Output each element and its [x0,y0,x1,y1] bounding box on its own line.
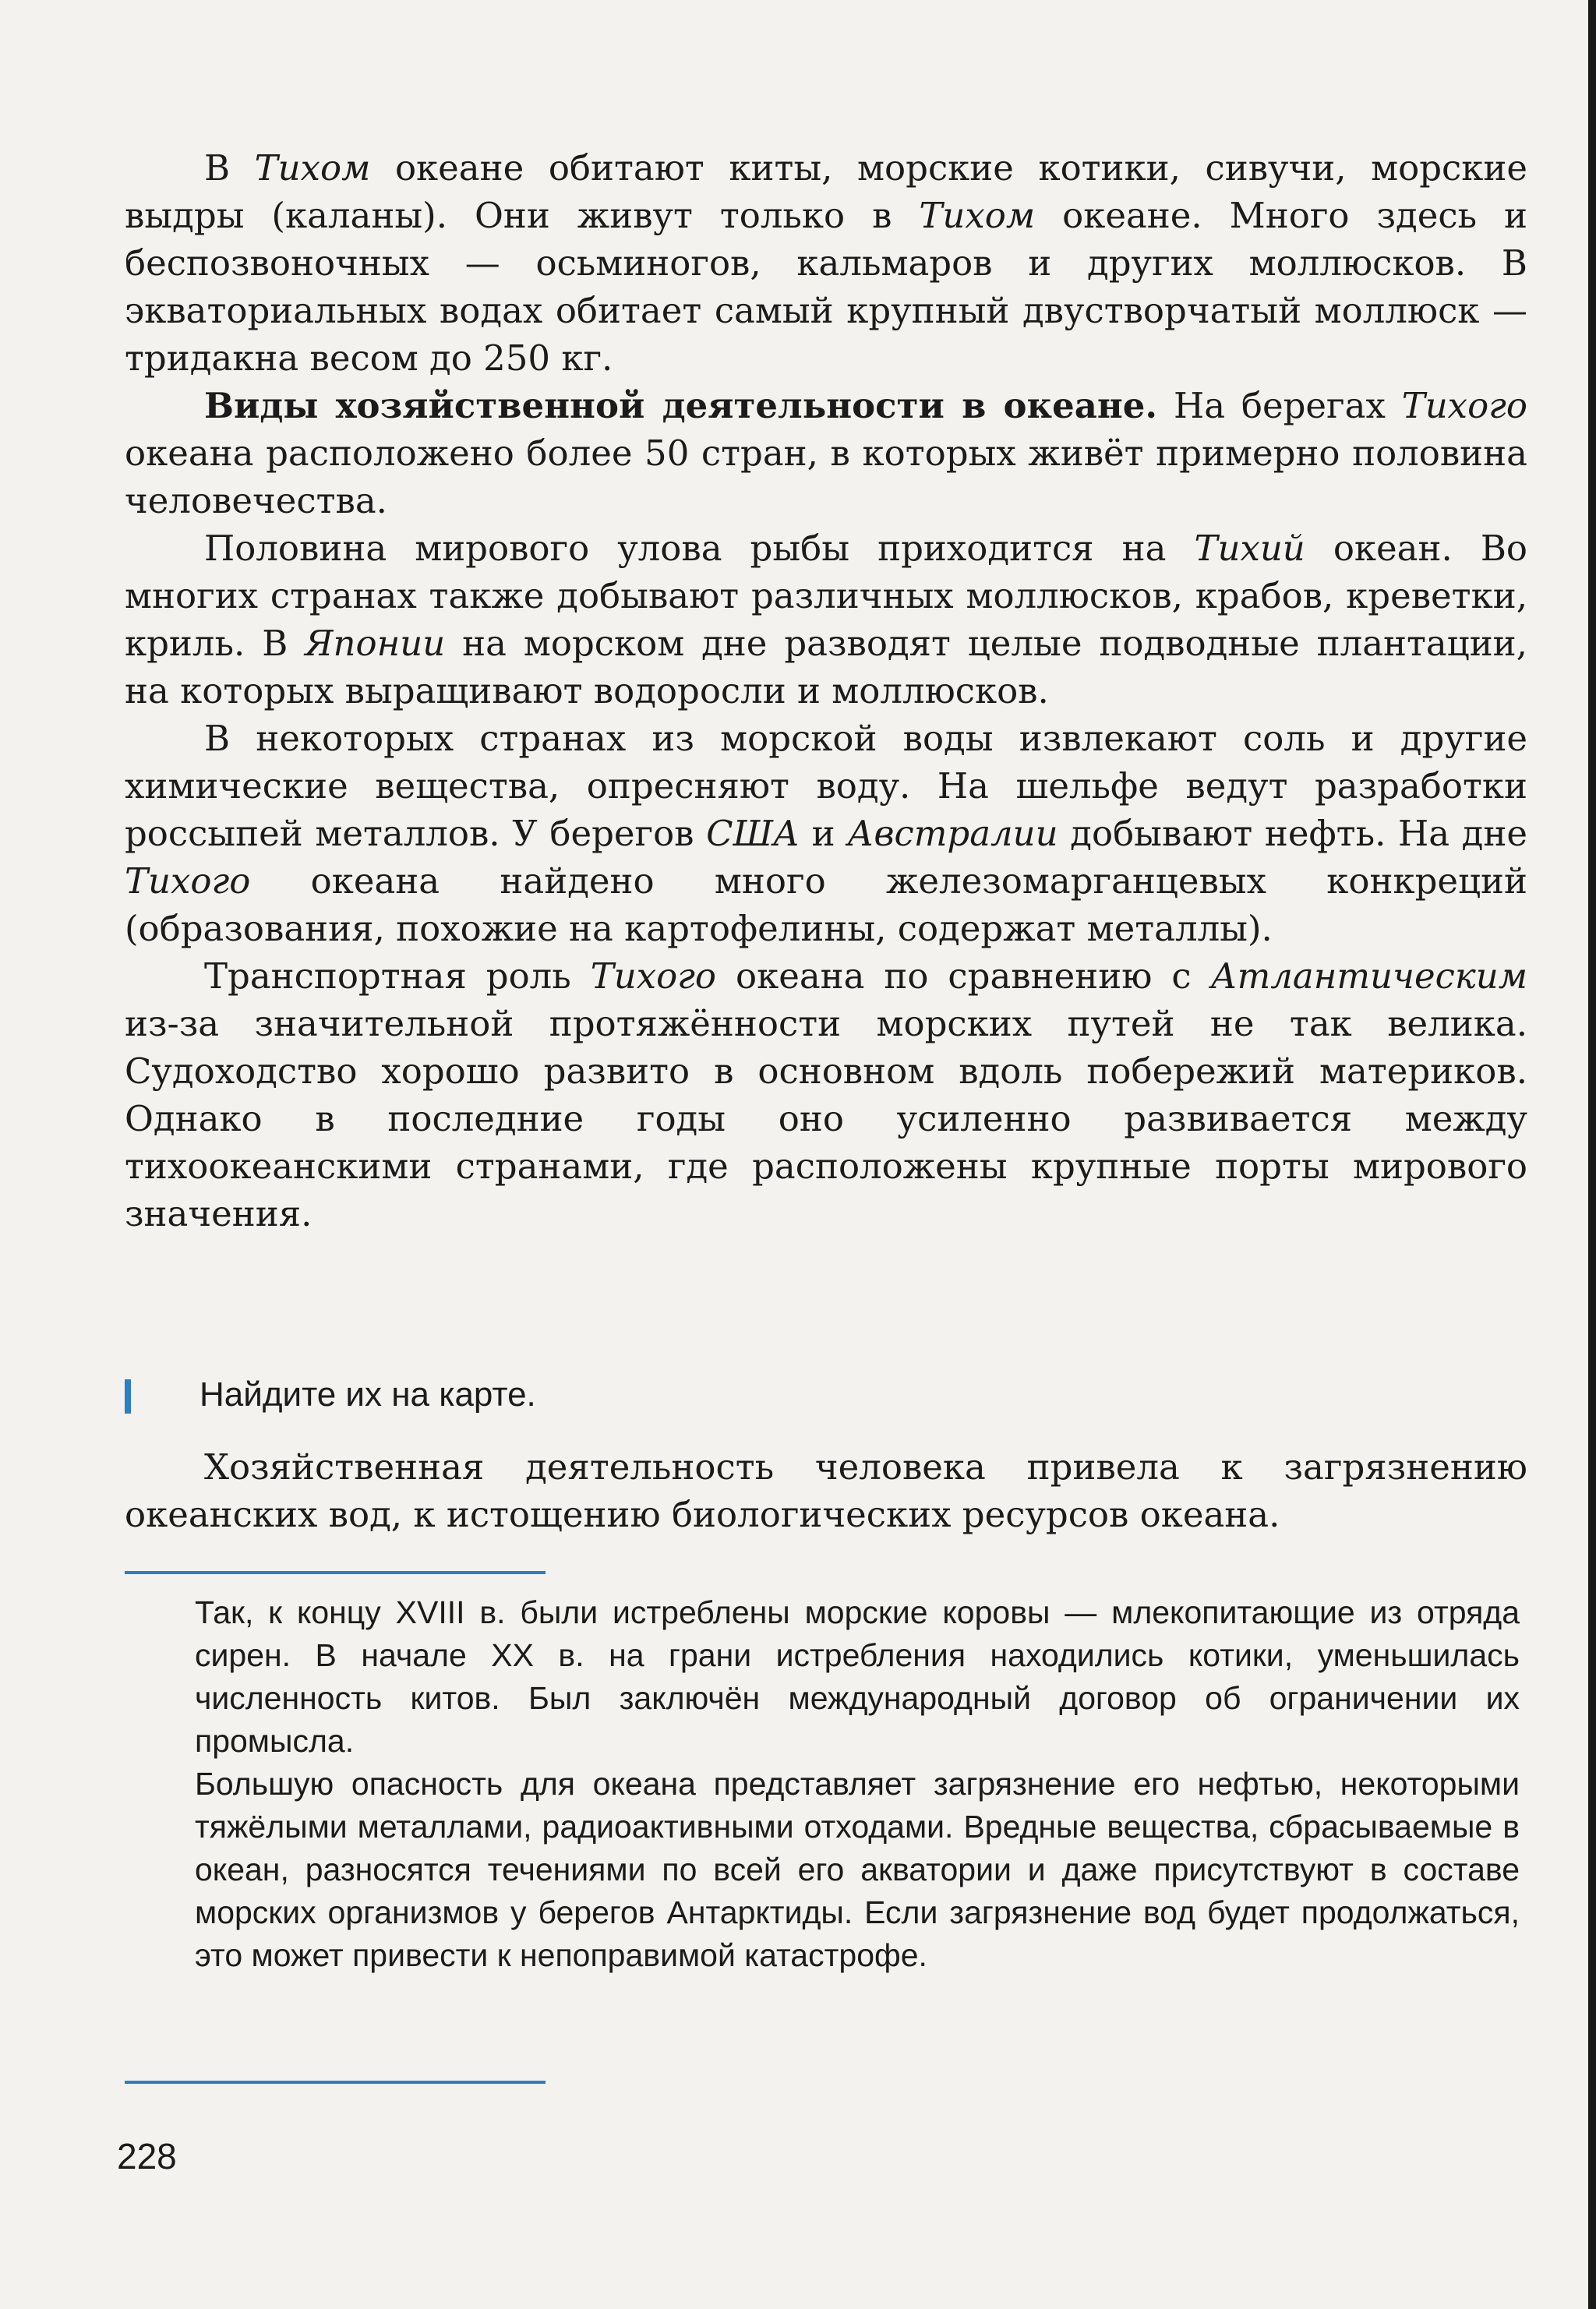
paragraph-fishing [125,524,1527,715]
paragraph-economic-activity [125,382,1527,524]
italic-place-name: Тихого [125,860,251,902]
task-text: Найдите их на карте. [200,1375,536,1414]
text-run: океана по сравнению с [716,955,1211,997]
text-run: океана расположено более 50 стран, в которых живёт примерно половина человечества. [125,432,1527,521]
text-run: Транспортная роль [204,955,591,997]
box-paragraph-extermination: Так, к концу XVIII в. были истреблены морские коровы — млекопитающие из отряда сирен. В начале XX в. на грани истребления находились котики, уменьшилась численность китов. Был заключён международный договор об ограничении их промысла. [195,1594,1520,1759]
text-run: В некоторых странах из морской воды извлекают соль и другие химические вещества, опресняют воду. На шельфе ведут разработки россыпей металлов. У берегов [125,718,1527,854]
box-paragraph-pollution: Большую опасность для океана представляет загрязнение его нефтью, некоторыми тяжёлыми металлами, радиоактивными отходами. Вредные вещества, сбрасываемые в океан, разносятся течениями по всей его акватории и даже присутствуют в составе морских организмов у берегов Антарктиды. Если загрязнение вод будет продолжаться, это может привести к непоправимой катастрофе. [195,1766,1520,1973]
italic-place-name: Тихом [254,147,371,189]
text-run: на морском дне разводят целые подводные плантации, на которых выращивают водоросли и моллюсков. [125,623,1527,711]
italic-place-name: Атлантическим [1210,955,1528,997]
box-bottom-rule [125,2081,546,2084]
task-prompt [125,1372,1527,1418]
text-run: добывают нефть. На дне [1058,813,1528,854]
paragraph-transport [125,952,1527,1237]
paragraph-mining [125,715,1527,952]
text-run: Половина мирового улова рыбы приходится на [204,528,1195,569]
text-run: из-за значительной протяжённости морских путей не так велика. Судоходство хорошо развито в основном вдоль побережий материков. Однако в последние годы оно усиленно развивается между тихоокеанскими странами, где расположены крупные порты мирового значения. [125,1003,1527,1234]
text-run: В [204,147,255,189]
main-text [125,144,1527,1237]
text-run: океане. Много здесь и беспозвоночных — осьминогов, кальмаров и других моллюсков. В экваториальных водах обитает самый крупный двустворчатый моллюск — тридакна весом до 250 кг. [125,195,1527,379]
text-run: На берегах [1157,385,1402,426]
italic-place-name: Тихого [590,955,717,997]
italic-place-name: Тихом [919,195,1036,236]
italic-place-name: Тихого [1401,385,1527,426]
italic-place-name: США [706,813,800,854]
paragraph-marine-life [125,144,1527,382]
box-top-rule [125,1571,546,1574]
italic-place-name: Японии [305,623,446,664]
italic-place-name: Австралии [847,813,1058,854]
text-run: океане обитают киты, морские котики, сивучи, морские выдры (каланы). Они живут только в [125,147,1527,236]
after-text [125,1443,1527,1538]
text-run: и [800,813,848,854]
page-number: 228 [117,2136,177,2177]
paragraph-pollution-intro: Хозяйственная деятельность человека привела к загрязнению океанских вод, к истощению биологических ресурсов океана. [125,1446,1527,1535]
text-run: океана найдено много железомарганцевых конкреций (образования, похожие на картофелины, содержат металлы). [125,860,1527,949]
text-run: океан. Во многих странах также добывают различных моллюсков, крабов, креветки, криль. В [125,528,1527,664]
italic-place-name: Тихий [1194,528,1305,569]
task-marker [125,1379,131,1414]
info-box [195,1591,1520,1977]
section-heading: Виды хозяйственной деятельности в океане. [204,385,1158,426]
